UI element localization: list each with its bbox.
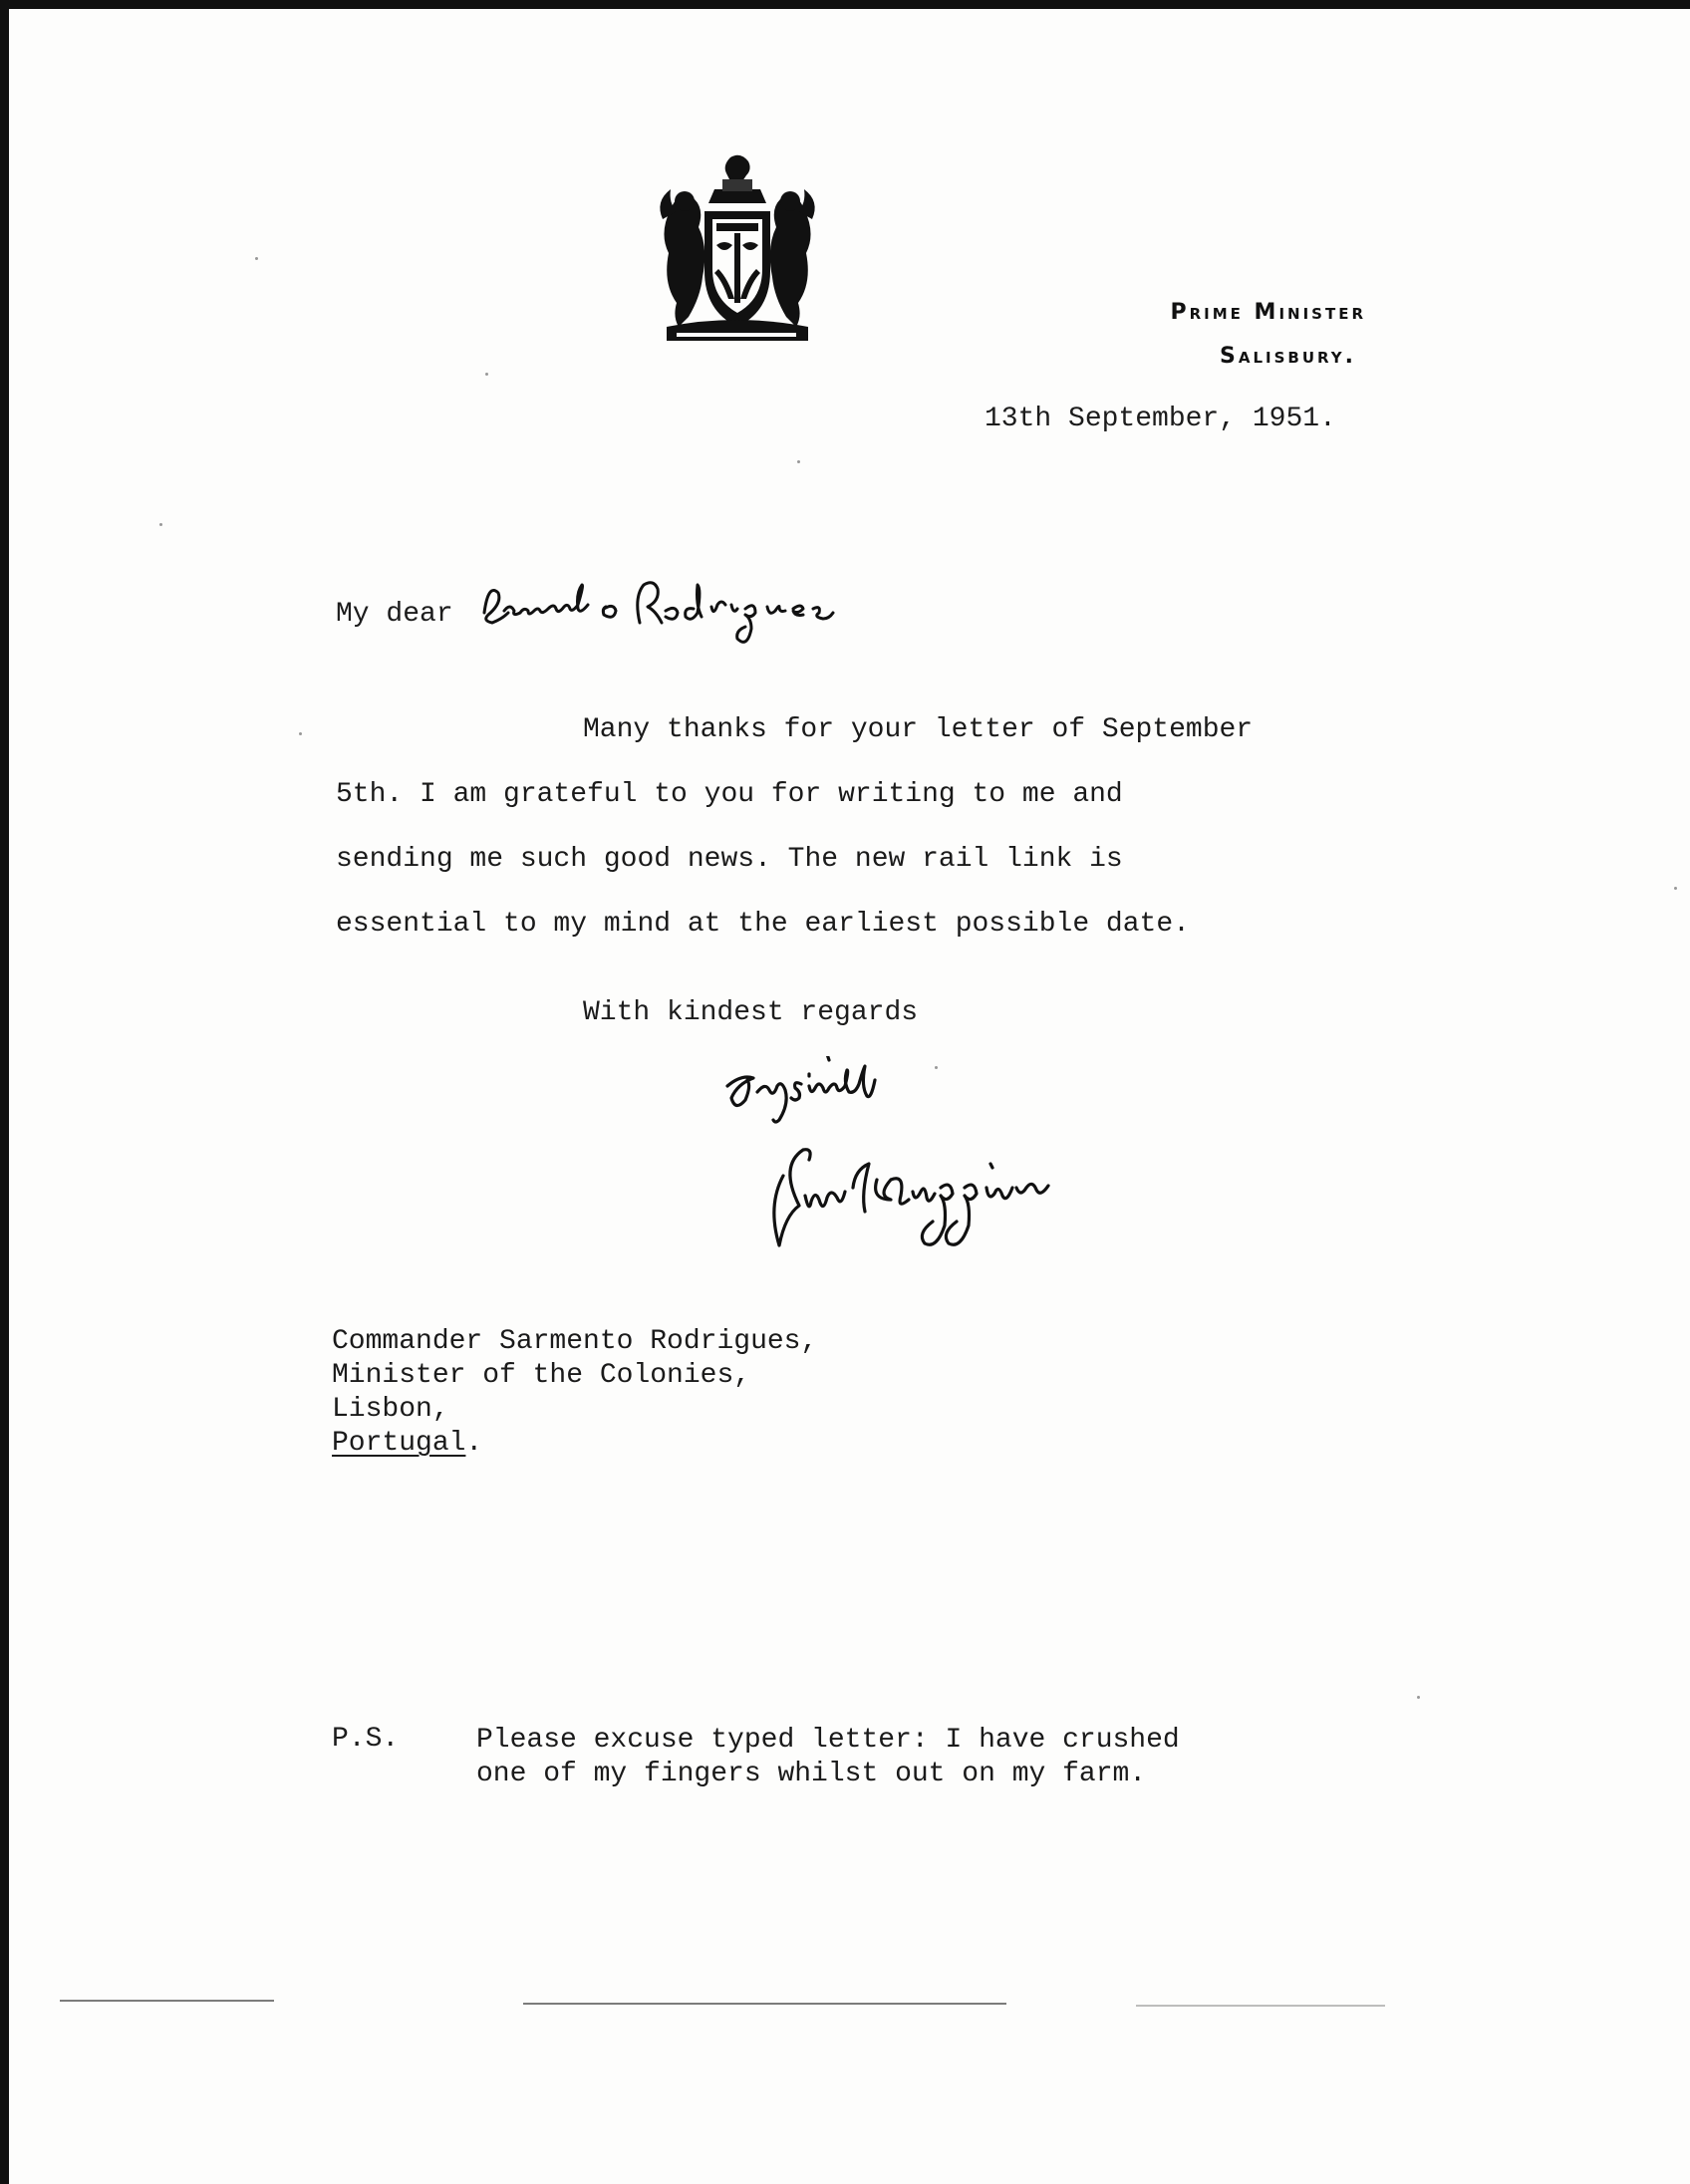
postscript-line-2: one of my fingers whilst out on my farm. [476, 1759, 1147, 1789]
handwritten-salutation-name [476, 573, 895, 653]
closing-regards: With kindest regards [583, 997, 919, 1028]
scan-rule-left [60, 2000, 274, 2002]
address-line-3: Lisbon, [332, 1394, 449, 1425]
postscript-line-1: Please excuse typed letter: I have crushed [476, 1725, 1180, 1756]
postscript-text [476, 1724, 1180, 1791]
scan-rule-right [1136, 2005, 1385, 2007]
letterhead [1170, 291, 1366, 379]
address-country: Portugal [332, 1428, 466, 1459]
handwritten-signature [717, 1056, 1186, 1295]
scan-speck [797, 460, 800, 463]
body-line-1: Many thanks for your letter of September [583, 714, 1254, 745]
scan-speck [1417, 1696, 1420, 1699]
scan-border-left [0, 0, 9, 2184]
coat-of-arms-icon [653, 149, 822, 349]
scan-speck [159, 523, 162, 526]
address-line-1: Commander Sarmento Rodrigues, [332, 1326, 818, 1357]
letterhead-location: Salisbury. [1220, 344, 1356, 369]
letter-body [336, 697, 1292, 956]
body-line-4: essential to my mind at the earliest possible date. [336, 909, 1190, 940]
scan-speck [485, 373, 488, 376]
postscript-label: P.S. [332, 1724, 400, 1755]
body-line-3: sending me such good news. The new rail link is [336, 844, 1123, 875]
address-line-2: Minister of the Colonies, [332, 1360, 751, 1391]
scan-rule-center [523, 2003, 1006, 2005]
body-line-2: 5th. I am grateful to you for writing to me and [336, 779, 1123, 810]
letter-date: 13th September, 1951. [985, 404, 1336, 434]
recipient-address [332, 1325, 817, 1461]
address-line-4 [332, 1427, 817, 1461]
scan-border-top [0, 0, 1690, 9]
scan-speck [935, 1066, 938, 1069]
address-country-suffix: . [465, 1428, 483, 1459]
salutation-prefix: My dear [336, 599, 453, 630]
scan-speck [1674, 887, 1677, 890]
letterhead-title: Prime Minister [1170, 300, 1366, 325]
scan-speck [255, 257, 258, 260]
scan-speck [299, 732, 302, 735]
